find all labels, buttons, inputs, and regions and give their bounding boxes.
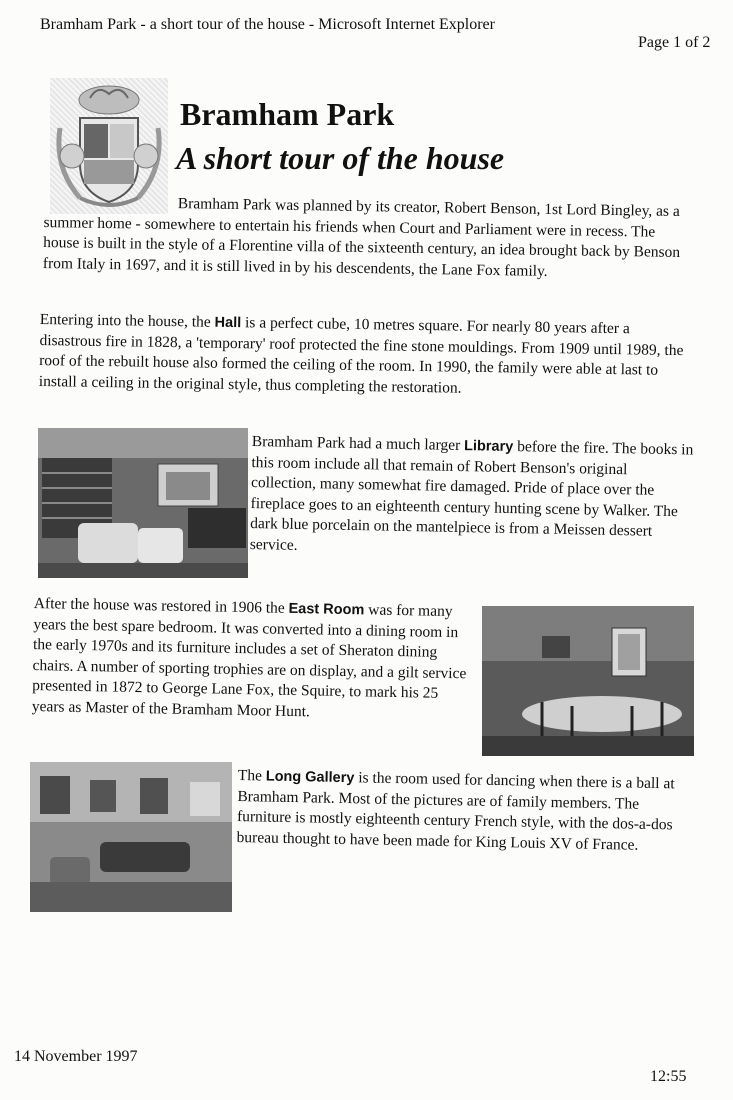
hall-text-start: Entering into the house, the [39, 310, 215, 331]
east-room-photo [482, 606, 694, 756]
hall-paragraph [39, 310, 686, 402]
page-subtitle: A short tour of the house [176, 140, 505, 176]
hall-text-end: is a perfect cube, 10 metres square. For nearly 80 years after a disastrous fire in 1828, a 'temporary' roof protected the fine stone mouldings. From 1909 until 1989, the roof of the rebuilt house also formed the ceiling of the room. In 1990, the family were able at last to install a ceiling in the original style, thus completing the restoration. [38, 314, 684, 397]
library-text-start: Bramham Park had a much larger [251, 432, 465, 455]
east-room-keyword: East Room [288, 600, 365, 619]
library-keyword: Library [463, 438, 514, 456]
east-room-paragraph [32, 594, 468, 725]
window-title: Bramham Park - a short tour of the house - Microsoft Internet Explorer [40, 16, 495, 33]
east-room-text-end: was for many years the best spare bedroom. It was converted into a dining room in the early 1970s and its furniture includes a set of Sheraton dining chairs. A number of sporting trophies are on display, and a gilt service presented in 1872 to George Lane Fox, the Squire, to mark his 25 years as Master of the Bramham Moor Hunt. [31, 601, 467, 720]
hall-keyword: Hall [214, 314, 242, 332]
intro-paragraph [43, 192, 690, 284]
east-room-text-start: After the house was restored in 1906 the [33, 594, 289, 617]
long-gallery-photo [30, 762, 232, 912]
long-gallery-paragraph [236, 766, 693, 857]
print-time: 12:55 [650, 1068, 687, 1085]
page-indicator: Page 1 of 2 [638, 34, 711, 51]
library-text-end: before the fire. The books in this room include all that remain of Robert Benson's original collection, many somewhat fire damaged. Pride of place over the fireplace goes to an eighteenth century hunting scene by Walker. The dark blue porcelain on the mantelpiece is from a Meissen dessert service. [249, 438, 694, 554]
intro-text: Bramham Park was planned by its creator, Robert Benson, 1st Lord Bingley, as a summer home - somewhere to entertain his friends when Court and Parliament were in recess. The house is built in the style of a Florentine villa of the sixteenth century, an idea brought back by Benson from Italy in 1697, and it is still lived in by his descendents, the Lane Fox family. [42, 195, 681, 280]
page-title: Bramham Park [180, 96, 395, 132]
long-gallery-text-start: The [237, 766, 266, 785]
library-photo [38, 428, 248, 578]
library-paragraph [250, 432, 696, 564]
print-date: 14 November 1997 [14, 1048, 138, 1065]
long-gallery-text-end: is the room used for dancing when there is a ball at Bramham Park. Most of the pictures are of family members. The furniture is mostly eighteenth century French style, with the dos-a-dos bureau thought to have been made for King Louis XV of France. [236, 769, 675, 854]
long-gallery-keyword: Long Gallery [265, 768, 355, 787]
